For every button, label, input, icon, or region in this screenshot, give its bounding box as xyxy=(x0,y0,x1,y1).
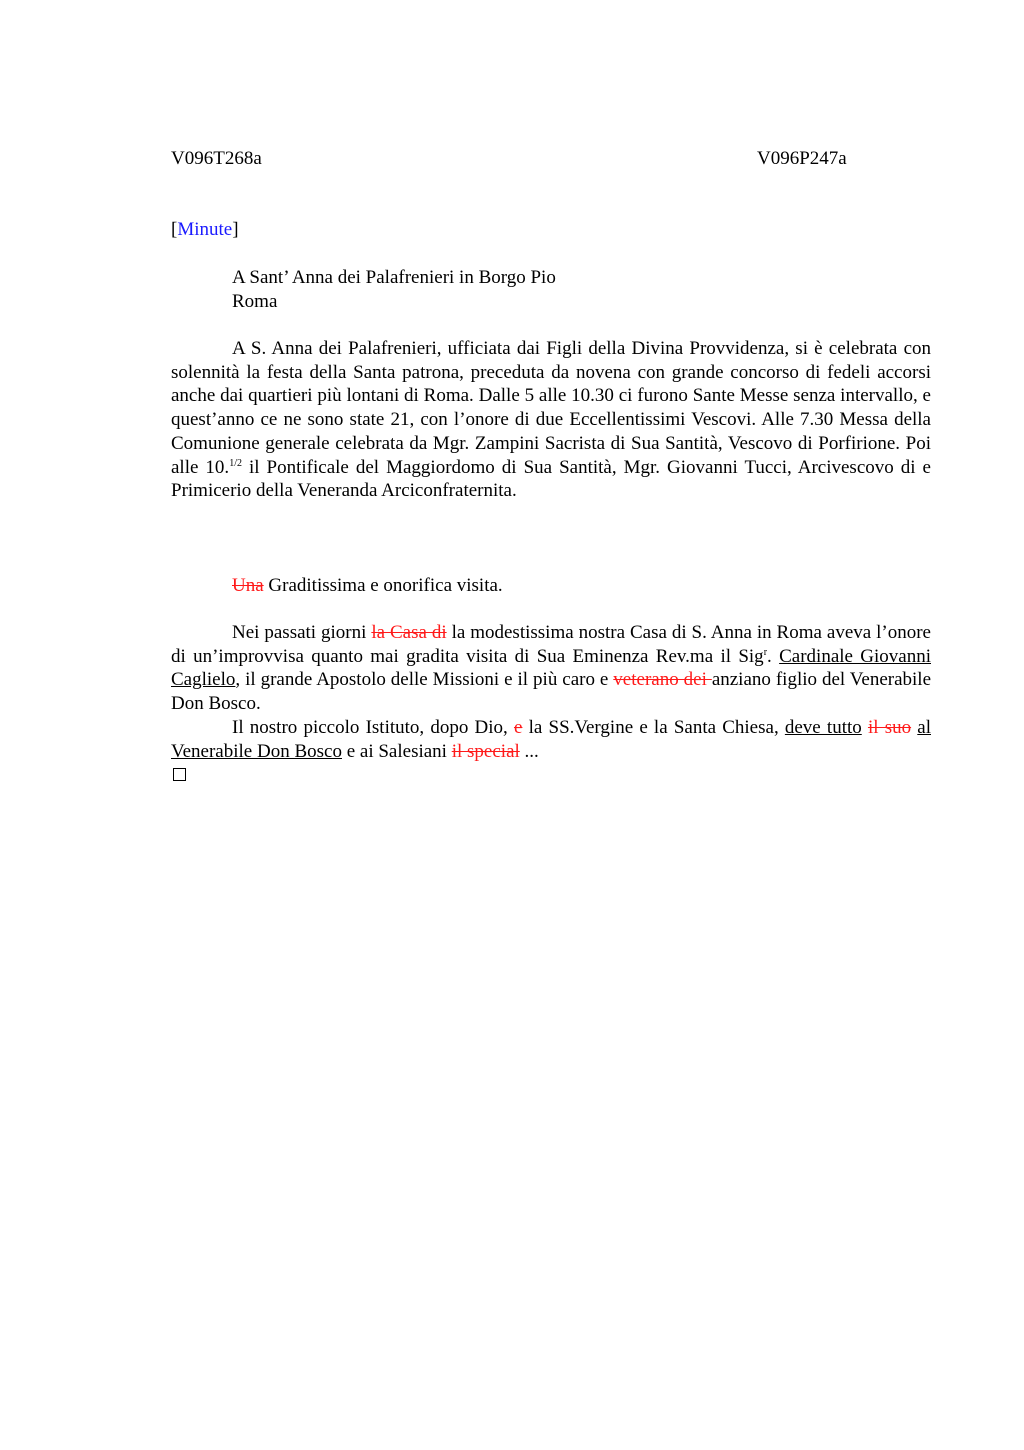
text-segment: la SS.Vergine e la Santa Chiesa, xyxy=(522,717,785,738)
deleted-text: e xyxy=(513,717,523,738)
minute-close-bracket: ] xyxy=(232,219,239,240)
paragraph-festa xyxy=(171,337,931,503)
text-segment: la modestissima nostra Casa di S. Anna in Roma aveva l’onore di un’improvvisa quanto mai gradita visita di Sua Eminenza Rev.ma il Sig xyxy=(171,622,931,667)
text-segment: , il grande Apostolo delle Missioni e il più caro e xyxy=(235,669,614,691)
superscript: r xyxy=(763,646,768,658)
document-code-right: V096P247a xyxy=(757,148,847,169)
minute-label: Minute xyxy=(177,219,233,240)
text-segment: Il nostro piccolo Istituto, dopo Dio, xyxy=(232,717,514,738)
paragraph-visit xyxy=(171,621,931,716)
paragraph-festa-text-end: il Pontificale del Maggiordomo di Sua Santità, Mgr. Giovanni Tucci, Arcivescovo di e Primicerio della Veneranda Arciconfraternita. xyxy=(171,456,931,502)
fraction-superscript: 1/2 xyxy=(229,457,242,469)
paragraph-institute xyxy=(171,716,931,763)
address-line-2: Roma xyxy=(232,291,278,312)
paragraph-visit-title xyxy=(171,574,931,598)
deleted-text: il special xyxy=(451,740,520,762)
deleted-text: veterano dei xyxy=(613,669,712,691)
underlined-text: Cardinale Giovanni Caglielo xyxy=(171,645,931,691)
minute-heading xyxy=(171,218,239,242)
text-segment: Nei passati giorni xyxy=(232,622,372,643)
deleted-word: Una xyxy=(232,575,264,596)
deleted-text: la Casa di xyxy=(371,622,447,643)
minute-open-bracket: [ xyxy=(171,219,178,240)
paragraph-festa-text: A S. Anna dei Palafrenieri, ufficiata dai Figli della Divina Provvidenza, si è celebrata con solennità la festa della Santa patrona, preceduta da novena con grande concorso di fedeli accorsi anche dai quartieri più lontani di Roma. Dalle 5 alle 10.30 ci furono Sante Messe senza intervallo, e quest’anno ce ne sono state 21, con l’onore di due Eccellentissimi Vescovi. Alle 7.30 Messa della Comunione generale celebrata da Mgr. Zampini Sacrista di Sua Santità, Vescovo di Porfirione. Poi alle 10. xyxy=(171,338,931,478)
document-code-left: V096T268a xyxy=(171,148,262,169)
text-segment: . xyxy=(767,645,780,667)
text-segment: e ai Salesiani xyxy=(341,740,452,762)
checkbox-square-icon xyxy=(173,768,186,781)
underlined-text: al Venerabile Don Bosco xyxy=(171,717,931,762)
deleted-text: il suo xyxy=(867,717,912,738)
text-segment: anziano figlio del Venerabile Don Bosco. xyxy=(171,669,931,715)
address-line-1: A Sant’ Anna dei Palafrenieri in Borgo Pio xyxy=(232,267,556,288)
text-segment: ... xyxy=(519,740,539,762)
underlined-text: deve tutto xyxy=(784,717,862,738)
visit-title-text: Graditissima e onorifica visita. xyxy=(263,575,503,596)
